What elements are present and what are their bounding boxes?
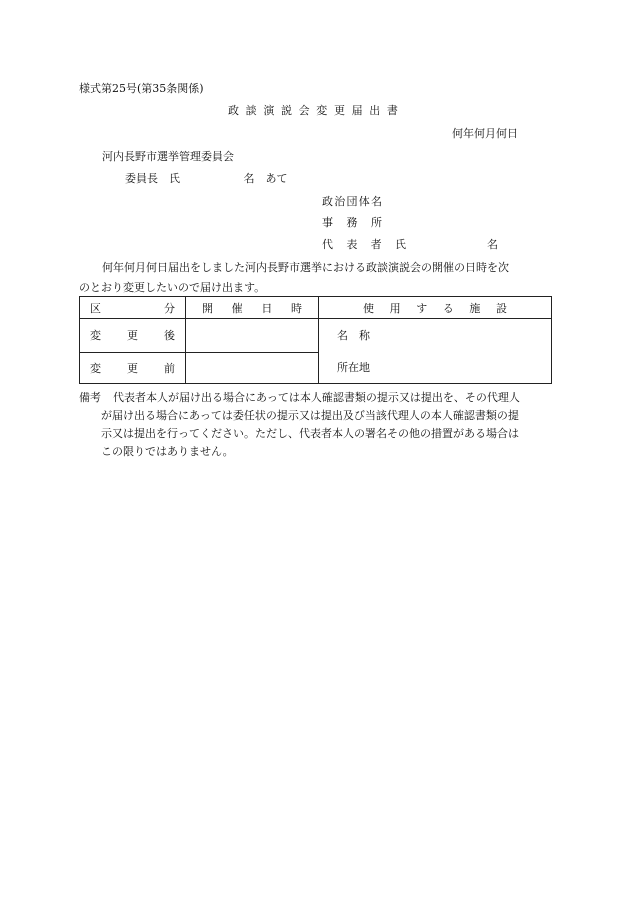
row-label-char: 変 (90, 329, 101, 343)
office-char: 事 (322, 216, 333, 229)
row-before-label (80, 352, 186, 383)
facility-name-label: 名 称 (337, 329, 370, 342)
row-label-char: 前 (164, 361, 175, 375)
representative-char: 代 (322, 238, 333, 251)
header-category (80, 297, 186, 319)
body-text-line-2: のとおり変更したいので届け出ます。 (79, 281, 266, 294)
remarks-text-line: この限りではありません。 (101, 445, 234, 458)
office-char: 務 (346, 216, 358, 229)
header-char: 開 (202, 301, 213, 315)
row-label-char: 更 (127, 361, 138, 375)
representative-char: 表 (346, 238, 358, 251)
party-org-char: 団 (346, 195, 358, 208)
table-header-row (80, 297, 552, 319)
before-datetime-cell[interactable] (186, 352, 319, 383)
facility-address-label: 所在地 (337, 361, 370, 374)
remarks-first-line (79, 389, 551, 407)
party-org-label (322, 195, 382, 209)
header-char: 日 (261, 301, 273, 315)
office-char: 所 (371, 216, 382, 229)
document-title (228, 104, 398, 118)
remarks-text-line: 示又は提出を行ってください。ただし、代表者本人の署名その他の措置がある場合は (101, 427, 519, 440)
title-char: 出 (369, 104, 381, 117)
submission-date: 何年何月何日 (452, 127, 518, 140)
addressee: 河内長野市選挙管理委員会 (102, 150, 234, 163)
header-char: 催 (231, 301, 243, 315)
header-char: す (416, 301, 428, 315)
party-org-char: 体 (358, 195, 370, 208)
header-char: 施 (469, 301, 481, 315)
header-facility (319, 297, 552, 319)
form-number: 様式第25号(第35条関係) (79, 82, 204, 95)
title-char: 書 (386, 104, 398, 117)
row-label-char: 変 (90, 361, 101, 375)
remarks-text-line: が届け出る場合にあっては委任状の提示又は提出及び当該代理人の本人確認書類の提 (101, 409, 519, 422)
header-char: 用 (389, 301, 401, 315)
change-table (79, 296, 552, 384)
representative-label (322, 238, 406, 252)
title-char: 説 (280, 104, 292, 117)
row-after-label (80, 319, 186, 353)
header-char: 時 (290, 301, 302, 315)
remarks-label: 備考 (79, 391, 101, 404)
chair-title: 委員長 氏 (125, 172, 180, 185)
title-char: 届 (351, 104, 363, 117)
header-char: 分 (164, 301, 175, 315)
body-text-line-1: 何年何月何日届出をしました河内長野市選挙における政談演説会の開催の日時を次 (102, 261, 509, 274)
header-char: 使 (363, 301, 374, 315)
party-org-char: 政 (322, 195, 333, 208)
header-datetime (186, 297, 319, 319)
office-label (322, 216, 382, 230)
facility-cell[interactable] (319, 319, 552, 384)
representative-char: 氏 (394, 238, 406, 251)
header-char: る (442, 301, 454, 315)
title-char: 更 (333, 104, 345, 117)
table-row-after (80, 319, 552, 353)
row-label-char: 後 (164, 329, 175, 343)
title-char: 演 (263, 104, 275, 117)
title-char: 会 (298, 104, 310, 117)
title-char: 談 (245, 104, 257, 117)
representative-name-label: 名 (487, 238, 498, 251)
party-org-char: 治 (334, 195, 346, 208)
title-char: 変 (316, 104, 328, 117)
representative-char: 者 (370, 238, 382, 251)
title-char: 政 (228, 104, 239, 117)
party-org-char: 名 (371, 195, 382, 208)
header-char: 設 (495, 301, 507, 315)
remarks (79, 389, 551, 461)
chair-name: 名 あて (243, 172, 288, 185)
chair-line (125, 172, 288, 186)
after-datetime-cell[interactable] (186, 319, 319, 353)
remarks-text-line: 代表者本人が届け出る場合にあっては本人確認書類の提示又は提出を、その代理人 (113, 391, 520, 404)
row-label-char: 更 (127, 329, 138, 343)
header-char: 区 (90, 301, 101, 315)
